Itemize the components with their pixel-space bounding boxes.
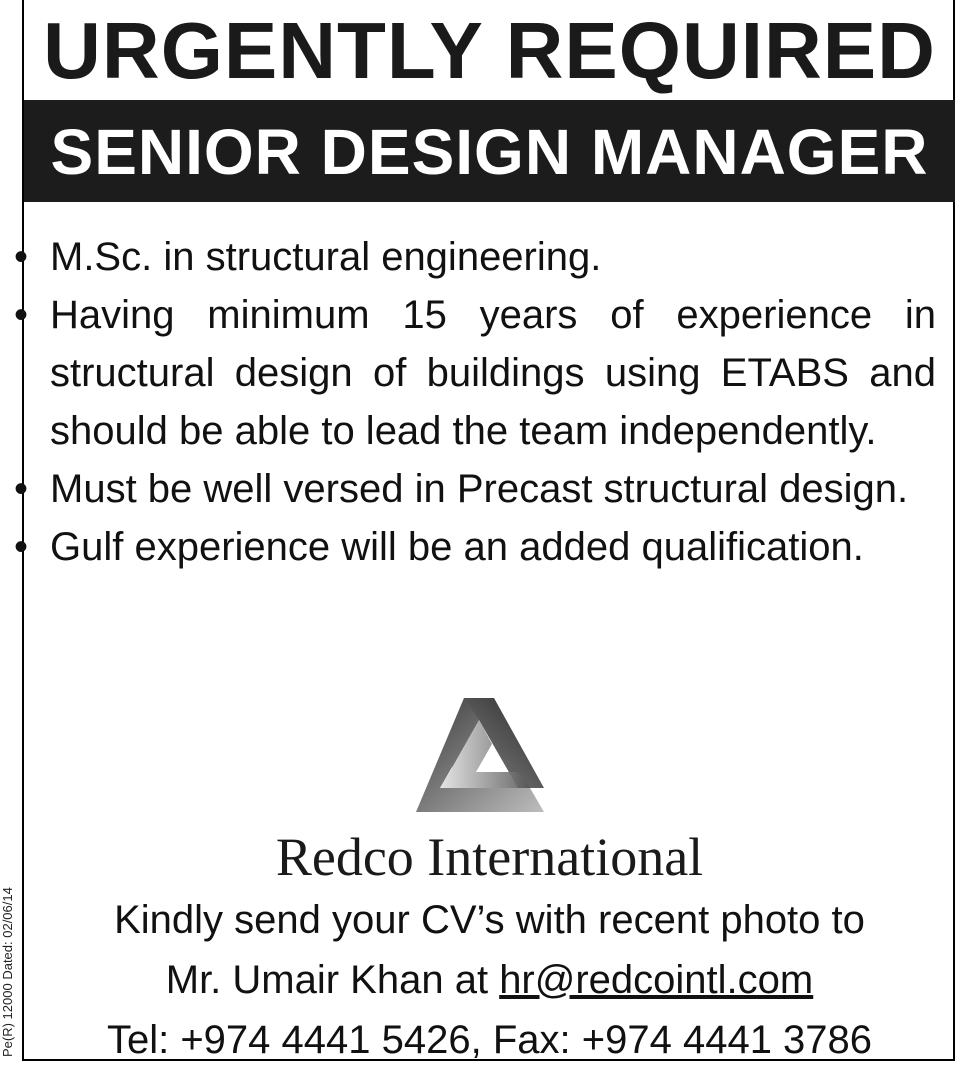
requirements-list [14,228,936,576]
requirement-item [14,460,936,518]
requirement-text: M.Sc. in structural engineering. [50,235,602,279]
side-note: Pe(R) 12000 Dated: 02/06/14 [0,887,15,1057]
contact-line-person [24,950,955,1010]
company-logo-icon [412,694,546,816]
requirement-item [14,286,936,460]
requirement-item [14,228,936,286]
requirement-text: Gulf experience will be an added qualification. [50,525,864,569]
contact-line-phone: Tel: +974 4441 5426, Fax: +974 4441 3786 [106,1018,873,1062]
requirement-text: Must be well versed in Precast structural design. [50,467,909,511]
bullet-icon: • [14,293,29,337]
position-title: SENIOR DESIGN MANAGER [50,116,929,188]
bullet-icon: • [14,467,29,511]
contact-line-cv: Kindly send your CV’s with recent photo to [114,898,865,942]
contact-person: Mr. Umair Khan at [165,958,500,1002]
position-banner [24,100,955,202]
contact-block [24,890,955,1070]
headline: URGENTLY REQUIRED [43,6,936,95]
requirement-text: Having minimum 15 years of experience in structural design of buildings using ETABS and should be able to lead the team independently. [50,293,936,453]
bullet-icon: • [14,235,29,279]
company-name: Redco International [275,827,704,887]
requirement-item [14,518,936,576]
email-link[interactable]: hr@redcointl.com [499,958,814,1002]
bullet-icon: • [14,525,29,569]
